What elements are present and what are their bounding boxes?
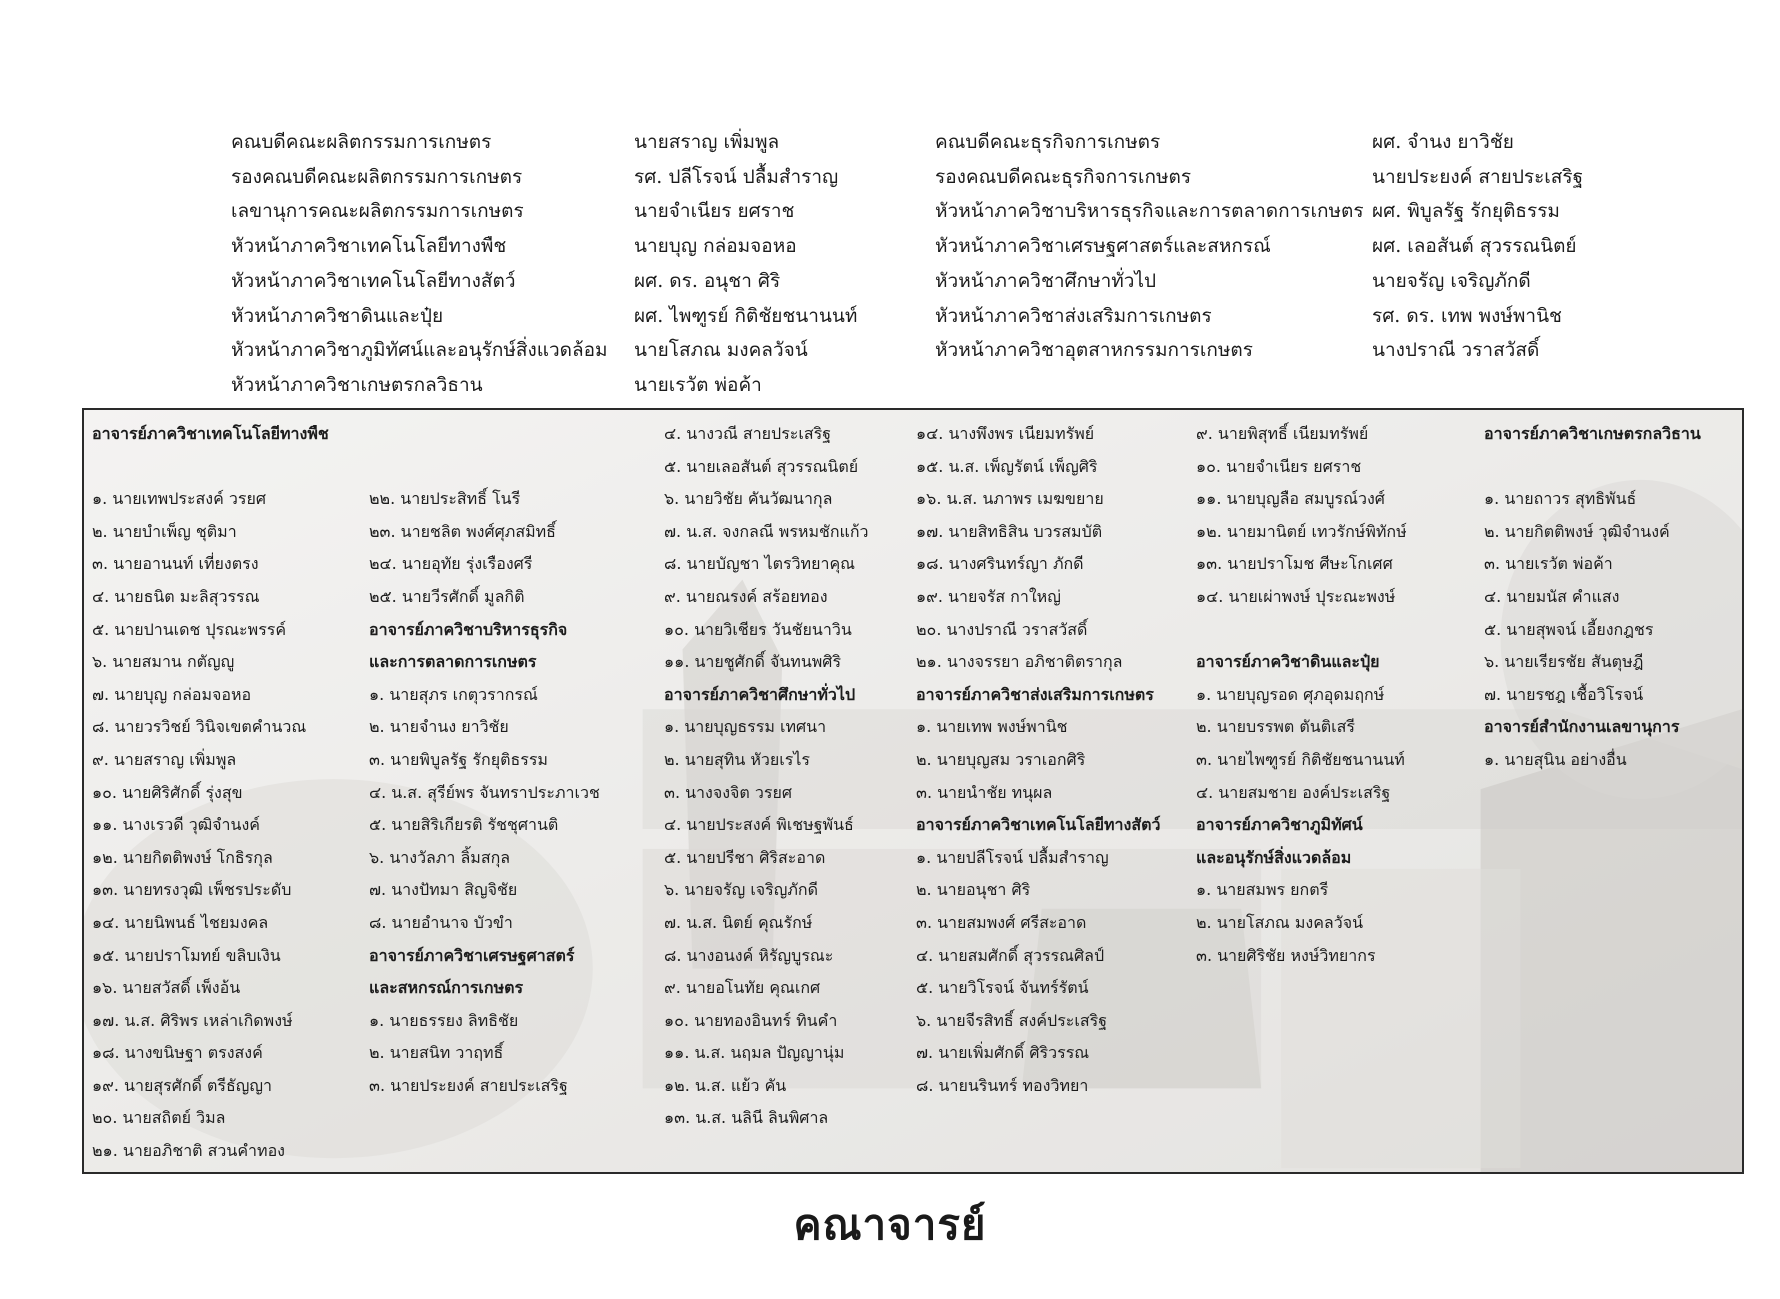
faculty-member: ๑. นายเทพ พงษ์พานิช bbox=[916, 717, 1068, 737]
admin-name: ผศ. ดร. อนุชา ศิริ bbox=[634, 269, 781, 292]
faculty-member: ๔. นางวณี สายประเสริฐ bbox=[664, 424, 832, 443]
faculty-member: ๗. น.ส. จงกลณี พรหมชักแก้ว bbox=[664, 521, 869, 541]
admin-name: นายบุญ กล่อมจอหอ bbox=[634, 235, 797, 258]
faculty-member: ๒๐. นายสถิตย์ วิมล bbox=[92, 1108, 226, 1128]
department-heading: อาจารย์ภาควิชาส่งเสริมการเกษตร bbox=[916, 684, 1154, 704]
faculty-member: ๑๗. นายสิทธิสิน บวรสมบัติ bbox=[916, 521, 1103, 541]
faculty-member: ๖. นายจรัญ เจริญภักดี bbox=[664, 880, 819, 900]
faculty-member: ๑. นายธรรยง ลิทธิชัย bbox=[369, 1010, 519, 1030]
faculty-member: ๒. นายสุทิน หัวยเรไร bbox=[664, 749, 810, 769]
admin-name: นายโสภณ มงคลวัจน์ bbox=[634, 339, 808, 362]
admin-name: ผศ. ไพฑูรย์ กิติชัยชนานนท์ bbox=[634, 304, 858, 327]
department-heading: อาจารย์ภาควิชาเทคโนโลยีทางสัตว์ bbox=[916, 815, 1161, 835]
admin-position: หัวหน้าภาควิชาเกษตรกลวิธาน bbox=[231, 373, 483, 396]
faculty-member: ๓. นายเรวัต พ่อค้า bbox=[1484, 554, 1613, 574]
admin-name: ผศ. เลอสันต์ สุวรรณนิตย์ bbox=[1372, 235, 1577, 258]
admin-name: นายจำเนียร ยศราช bbox=[634, 200, 795, 223]
faculty-member: ๔. น.ส. สุรีย์พร จันทราประภาเวช bbox=[369, 782, 600, 802]
department-heading: และการตลาดการเกษตร bbox=[369, 652, 537, 672]
faculty-member: ๑๙. นายจรัส กาใหญ่ bbox=[916, 586, 1061, 606]
faculty-member: ๑๔. นายนิพนธ์ ไชยมงคล bbox=[92, 912, 269, 932]
faculty-member: ๓. นายอานนท์ เที่ยงตรง bbox=[92, 554, 259, 574]
faculty-column-4 bbox=[916, 418, 1161, 1102]
admin-position: หัวหน้าภาควิชาศึกษาทั่วไป bbox=[935, 269, 1157, 292]
faculty-member: ๑๖. นายสวัสดิ์ เพ็งอ้น bbox=[92, 978, 241, 998]
faculty-column-6 bbox=[1484, 418, 1701, 777]
admin-name: ผศ. จำนง ยาวิชัย bbox=[1372, 131, 1514, 153]
faculty-member: ๑๔. นายเผ่าพงษ์ ปุระณะพงษ์ bbox=[1196, 586, 1396, 606]
faculty-column-2 bbox=[369, 418, 600, 1102]
department-heading: อาจารย์ภาควิชาบริหารธุรกิจ bbox=[369, 619, 568, 639]
faculty-member: ๑๒. นายมานิตย์ เทวรักษ์พิทักษ์ bbox=[1196, 521, 1407, 541]
faculty-member: ๑๕. น.ส. เพ็ญรัตน์ เพ็ญศิริ bbox=[916, 456, 1098, 476]
faculty-member: ๒. นายบรรพต ตันติเสรี bbox=[1196, 717, 1355, 737]
faculty-member: ๒๑. นางจรรยา อภิชาติตรากุล bbox=[916, 652, 1123, 672]
admin-position: หัวหน้าภาควิชาภูมิทัศน์และอนุรักษ์สิ่งแวดล้อม bbox=[231, 339, 608, 362]
faculty-member: ๒. นายกิตติพงษ์ วุฒิจำนงค์ bbox=[1484, 521, 1670, 541]
faculty-member: ๑๑. นางเรวดี วุฒิจำนงค์ bbox=[92, 815, 260, 835]
admin-position: หัวหน้าภาควิชาเทคโนโลยีทางพืช bbox=[231, 235, 507, 258]
faculty-member: ๖. นายจีรสิทธิ์ สงค์ประเสริฐ bbox=[916, 1010, 1108, 1030]
faculty-member: ๑๐. นายวิเชียร วันชัยนาวิน bbox=[664, 619, 852, 639]
faculty-member: ๑๐. นายจำเนียร ยศราช bbox=[1196, 456, 1362, 476]
faculty-member: ๖. นายสมาน กตัญญู bbox=[92, 652, 235, 672]
admin-names-left bbox=[634, 125, 857, 403]
faculty-member: ๕. นายปานเดช ปุรณะพรรค์ bbox=[92, 619, 287, 639]
admin-name: ผศ. พิบูลรัฐ รักยุติธรรม bbox=[1372, 200, 1560, 223]
faculty-member: ๕. นายสิริเกียรติ รัชชุศานติ bbox=[369, 815, 559, 835]
faculty-member: ๓. นายไพฑูรย์ กิติชัยชนานนท์ bbox=[1196, 749, 1405, 769]
admin-position: หัวหน้าภาควิชาเทคโนโลยีทางสัตว์ bbox=[231, 269, 516, 292]
faculty-member: ๘. นายบัญชา ไตรวิทยาคุณ bbox=[664, 554, 855, 574]
faculty-member: ๑. นายสุภร เกตุวรากรณ์ bbox=[369, 684, 538, 704]
faculty-member: ๗. นายรชฎ เชื้อวิโรจน์ bbox=[1484, 684, 1644, 704]
admin-position: คณบดีคณะธุรกิจการเกษตร bbox=[935, 131, 1161, 153]
faculty-member: ๙. นายอโนทัย คุณเกศ bbox=[664, 978, 821, 998]
department-heading: อาจารย์ภาควิชาดินและปุ๋ย bbox=[1196, 652, 1380, 672]
faculty-member: ๘. นายวรวิชย์ วินิจเขตคำนวณ bbox=[92, 717, 307, 737]
faculty-column-1 bbox=[92, 418, 329, 1168]
faculty-member: ๒. นายจำนง ยาวิชัย bbox=[369, 717, 509, 737]
department-heading: อาจารย์ภาควิชาภูมิทัศน์ bbox=[1196, 815, 1363, 835]
department-heading: อาจารย์ภาควิชาเกษตรกลวิธาน bbox=[1484, 424, 1701, 443]
department-heading: อาจารย์ภาควิชาเศรษฐศาสตร์ bbox=[369, 945, 575, 965]
faculty-member: ๑๓. นายทรงวุฒิ เพ็ชรประดับ bbox=[92, 880, 292, 900]
department-heading: อาจารย์สำนักงานเลขานุการ bbox=[1484, 717, 1680, 737]
admin-name: นายจรัญ เจริญภักดี bbox=[1372, 269, 1531, 292]
faculty-member: ๕. นายวิโรจน์ จันทร์รัตน์ bbox=[916, 978, 1089, 998]
faculty-member: ๒. นายอนุชา ศิริ bbox=[916, 880, 1031, 900]
faculty-member: ๘. นายอำนาจ บัวขำ bbox=[369, 912, 513, 932]
faculty-member: ๑๘. นางขนิษฐา ตรงสงค์ bbox=[92, 1043, 263, 1063]
faculty-member: ๒. นายโสภณ มงคลวัจน์ bbox=[1196, 912, 1364, 932]
spacer bbox=[92, 451, 329, 484]
admin-position: หัวหน้าภาควิชาส่งเสริมการเกษตร bbox=[935, 304, 1212, 327]
faculty-member: ๑๑. น.ส. นฤมล ปัญญานุ่ม bbox=[664, 1043, 845, 1063]
faculty-member: ๕. นายปรีชา ศิริสะอาด bbox=[664, 847, 826, 867]
faculty-member: ๒๓. นายชลิต พงศ์ศุภสมิทธิ์ bbox=[369, 521, 556, 541]
faculty-member: ๔. นายมนัส คำแสง bbox=[1484, 586, 1620, 606]
faculty-member: ๑๔. นางพึงพร เนียมทรัพย์ bbox=[916, 424, 1095, 443]
faculty-member: ๔. นายประสงค์ พิเชษฐพันธ์ bbox=[664, 815, 854, 835]
admin-names-right bbox=[1372, 125, 1583, 368]
spacer bbox=[1196, 614, 1407, 647]
admin-name: นายประยงค์ สายประเสริฐ bbox=[1372, 165, 1584, 188]
admin-positions-right bbox=[935, 125, 1364, 368]
faculty-member: ๓. นายสมพงศ์ ศรีสะอาด bbox=[916, 912, 1087, 932]
admin-positions-left bbox=[231, 125, 608, 403]
admin-position: หัวหน้าภาควิชาอุตสาหกรรมการเกษตร bbox=[935, 339, 1253, 362]
admin-position: หัวหน้าภาควิชาบริหารธุรกิจและการตลาดการเกษตร bbox=[935, 200, 1364, 223]
faculty-member: ๓. นายนำชัย ทนุผล bbox=[916, 782, 1053, 802]
faculty-member: ๑๒. น.ส. แย้ว คัน bbox=[664, 1075, 787, 1095]
department-heading: และสหกรณ์การเกษตร bbox=[369, 978, 524, 998]
faculty-member: ๒๐. นางปราณี วราสวัสดิ์ bbox=[916, 619, 1088, 639]
faculty-member: ๑๗. น.ส. ศิริพร เหล่าเกิดพงษ์ bbox=[92, 1010, 293, 1030]
admin-position: หัวหน้าภาควิชาดินและปุ๋ย bbox=[231, 304, 444, 327]
faculty-member: ๑๖. น.ส. นภาพร เมฆขยาย bbox=[916, 489, 1104, 509]
faculty-member: ๓. นางจงจิต วรยศ bbox=[664, 782, 792, 802]
faculty-member: ๗. น.ส. นิตย์ คุณรักษ์ bbox=[664, 912, 813, 932]
faculty-member: ๑๐. นายศิริศักดิ์ รุ่งสุข bbox=[92, 782, 243, 802]
faculty-member: ๒. นายบำเพ็ญ ชุติมา bbox=[92, 521, 237, 541]
admin-position: คณบดีคณะผลิตกรรมการเกษตร bbox=[231, 131, 492, 153]
faculty-photo-panel bbox=[82, 408, 1744, 1174]
faculty-member: ๑. นายสมพร ยกตรี bbox=[1196, 880, 1329, 900]
faculty-member: ๑๘. นางศรินทร์ญา ภักดี bbox=[916, 554, 1084, 574]
faculty-member: ๙. นายพิสุทธิ์ เนียมทรัพย์ bbox=[1196, 424, 1369, 443]
department-heading: และอนุรักษ์สิ่งแวดล้อม bbox=[1196, 847, 1352, 867]
faculty-member: ๑. นายสุนิน อย่างอื่น bbox=[1484, 749, 1627, 769]
faculty-member: ๘. นายนรินทร์ ทองวิทยา bbox=[916, 1075, 1089, 1095]
faculty-member: ๖. นายวิชัย คันวัฒนากุล bbox=[664, 489, 833, 509]
faculty-member: ๔. นายธนิต มะลิสุวรรณ bbox=[92, 586, 260, 606]
faculty-member: ๑. นายถาวร สุทธิพันธ์ bbox=[1484, 489, 1637, 509]
faculty-column-5 bbox=[1196, 418, 1407, 972]
spacer bbox=[369, 451, 600, 484]
faculty-member: ๑. นายบุญธรรม เทศนา bbox=[664, 717, 827, 737]
department-heading: อาจารย์ภาควิชาเทคโนโลยีทางพืช bbox=[92, 424, 329, 443]
faculty-member: ๔. นายสมศักดิ์ สุวรรณศิลป์ bbox=[916, 945, 1105, 965]
admin-position: เลขานุการคณะผลิตกรรมการเกษตร bbox=[231, 200, 524, 223]
faculty-member: ๔. นายสมชาย องค์ประเสริฐ bbox=[1196, 782, 1391, 802]
faculty-member: ๒. นายสนิท วาฤทธิ์ bbox=[369, 1043, 504, 1063]
faculty-member: ๑๓. นายปราโมช ศีษะโกเศศ bbox=[1196, 554, 1393, 574]
department-heading: อาจารย์ภาควิชาศึกษาทั่วไป bbox=[664, 684, 856, 704]
faculty-member: ๗. นายบุญ กล่อมจอหอ bbox=[92, 684, 252, 704]
faculty-member: ๕. นายเลอสันต์ สุวรรณนิตย์ bbox=[664, 456, 859, 476]
faculty-member: ๗. นางปัทมา สิญจิชัย bbox=[369, 880, 518, 900]
admin-name: นางปราณี วราสวัสดิ์ bbox=[1372, 339, 1540, 362]
faculty-member: ๒๕. นายวีรศักดิ์ มูลกิติ bbox=[369, 586, 525, 606]
faculty-member: ๑. นายปลีโรจน์ ปลื้มสำราญ bbox=[916, 847, 1109, 867]
spacer bbox=[369, 418, 600, 451]
faculty-member: ๓. นายศิริชัย หงษ์วิทยากร bbox=[1196, 945, 1376, 965]
faculty-member: ๒๔. นายอุทัย รุ่งเรืองศรี bbox=[369, 554, 533, 574]
admin-name: นายสราญ เพิ่มพูล bbox=[634, 131, 780, 153]
faculty-member: ๑๙. นายสุรศักดิ์ ตรีธัญญา bbox=[92, 1075, 273, 1095]
admin-name: รศ. ปลีโรจน์ ปลื้มสำราญ bbox=[634, 165, 839, 188]
faculty-member: ๖. นางวัลภา ลิ้มสกุล bbox=[369, 847, 511, 867]
faculty-member: ๙. นายสราญ เพิ่มพูล bbox=[92, 749, 237, 769]
faculty-member: ๑๐. นายทองอินทร์ ทินคำ bbox=[664, 1010, 838, 1030]
faculty-member: ๑๕. นายปราโมทย์ ขลิบเงิน bbox=[92, 945, 281, 965]
admin-position: รองคณบดีคณะธุรกิจการเกษตร bbox=[935, 165, 1192, 188]
faculty-member: ๑. นายเทพประสงค์ วรยศ bbox=[92, 489, 267, 509]
faculty-member: ๓. นายประยงค์ สายประเสริฐ bbox=[369, 1075, 568, 1095]
faculty-member: ๗. นายเพิ่มศักดิ์ ศิริวรรณ bbox=[916, 1043, 1090, 1063]
faculty-member: ๓. นายพิบูลรัฐ รักยุติธรรม bbox=[369, 749, 548, 769]
faculty-member: ๑. นายบุญรอด ศุภอุดมฤกษ์ bbox=[1196, 684, 1385, 704]
faculty-member: ๑๒. นายกิตติพงษ์ โกธิรกุล bbox=[92, 847, 273, 867]
admin-name: รศ. ดร. เทพ พงษ์พานิช bbox=[1372, 304, 1562, 327]
admin-name: นายเรวัต พ่อค้า bbox=[634, 373, 762, 396]
admin-position: รองคณบดีคณะผลิตกรรมการเกษตร bbox=[231, 165, 523, 188]
faculty-member: ๒. นายบุญสม วราเอกศิริ bbox=[916, 749, 1086, 769]
admin-position: หัวหน้าภาควิชาเศรษฐศาสตร์และสหกรณ์ bbox=[935, 235, 1271, 258]
faculty-member: ๒๑. นายอภิชาติ สวนคำทอง bbox=[92, 1141, 285, 1161]
faculty-member: ๑๓. น.ส. นลินี ลินพิศาล bbox=[664, 1108, 829, 1128]
page-caption: คณาจารย์ bbox=[793, 1200, 987, 1249]
spacer bbox=[1484, 451, 1701, 484]
faculty-member: ๑๑. นายบุญลือ สมบูรณ์วงศ์ bbox=[1196, 489, 1385, 509]
faculty-member: ๙. นายณรงค์ สร้อยทอง bbox=[664, 586, 828, 606]
faculty-member: ๕. นายสุพจน์ เอี้ยงกฎชร bbox=[1484, 619, 1654, 639]
faculty-member: ๖. นายเรียรชัย สันตุษฎี bbox=[1484, 652, 1644, 672]
faculty-member: ๘. นางอนงค์ หิรัญบูรณะ bbox=[664, 945, 834, 965]
faculty-member: ๒๒. นายประสิทธิ์ โนรี bbox=[369, 489, 521, 509]
faculty-column-3 bbox=[664, 418, 869, 1135]
faculty-member: ๑๑. นายชูศักดิ์ จันทนพศิริ bbox=[664, 652, 842, 672]
